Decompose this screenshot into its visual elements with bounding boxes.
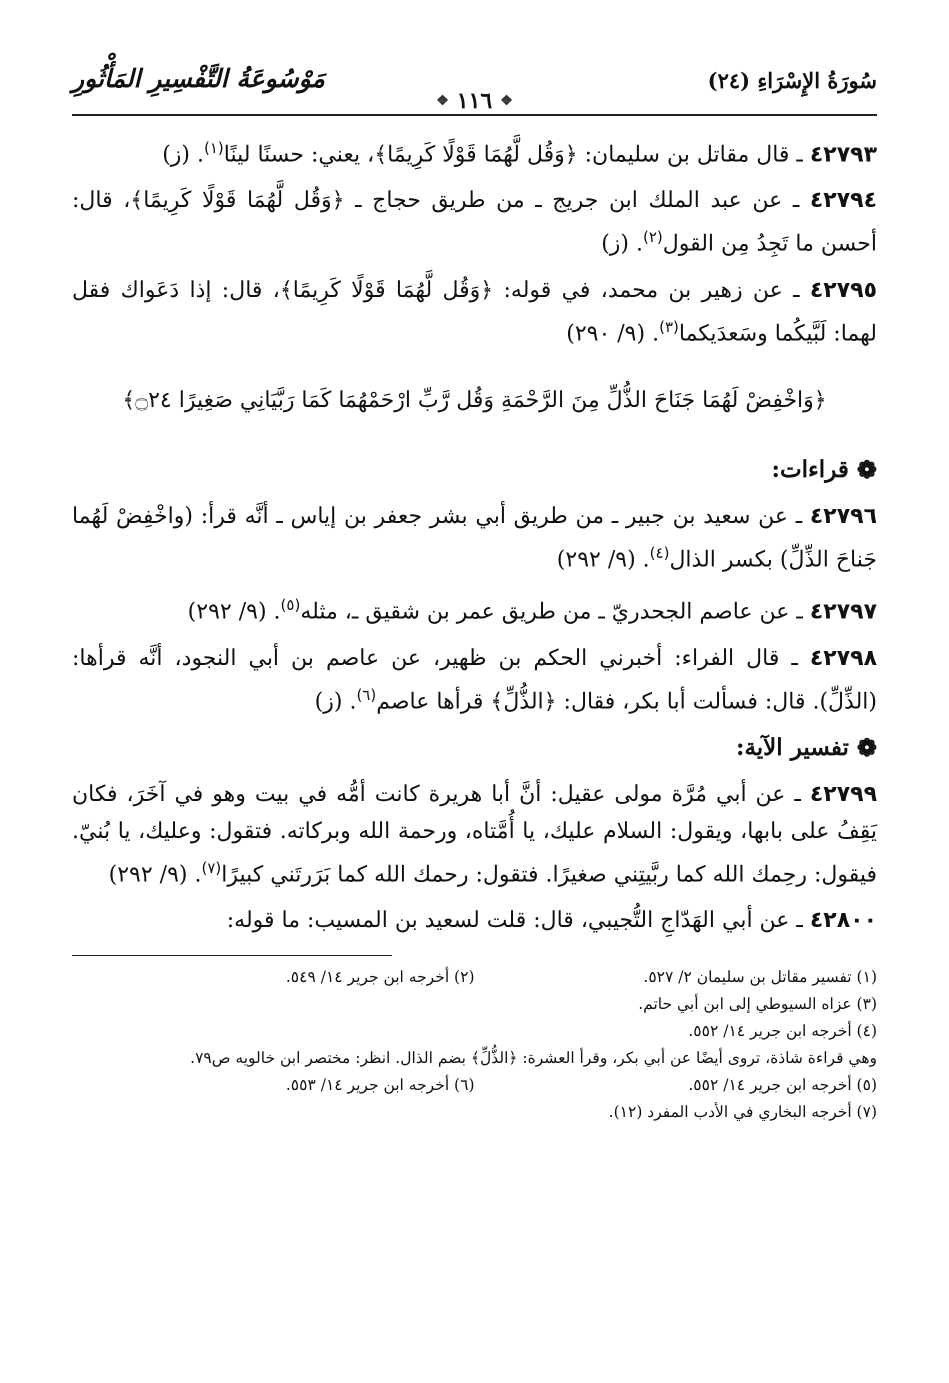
page bbox=[72, 58, 877, 1363]
surah-title: سُورَةُ الإِسْرَاءِ (٢٤) bbox=[707, 68, 877, 93]
footnote-row bbox=[72, 1099, 877, 1126]
entry-number: ٤٢٧٩٤ bbox=[809, 188, 877, 214]
footnote: (١) تفسير مقاتل بن سليمان ٢/ ٥٢٧. bbox=[643, 968, 877, 987]
entry-text: ـ عن عبد الملك ابن جريج ـ من طريق حجاج ـ ﴿وَقُل لَّهُمَا قَوْلًا كَرِيمًا﴾، قال: أحسن ما تَجِدُ مِن القول bbox=[72, 188, 877, 257]
main-text bbox=[72, 130, 877, 939]
footnote: وهي قراءة شاذة، تروى أيضًا عن أبي بكر، وقرأ العشرة: ﴿الذُّلِّ﴾ بضم الذال. انظر: مختصر ابن خالويه ص٧٩. bbox=[190, 1049, 877, 1068]
entry-source: . (ز) bbox=[601, 231, 643, 257]
section-title: قراءات: bbox=[771, 455, 849, 483]
entry-number: ٤٢٧٩٥ bbox=[809, 277, 877, 303]
entry-number: ٤٢٧٩٣ bbox=[809, 142, 877, 168]
entry-number: ٤٢٧٩٧ bbox=[809, 599, 877, 625]
entry-source: . (٩/ ٢٩٢) bbox=[556, 547, 650, 573]
footnote: (٧) أخرجه البخاري في الأدب المفرد (١٢). bbox=[608, 1103, 877, 1122]
footnote: (٥) أخرجه ابن جرير ١٤/ ٥٥٢. bbox=[688, 1076, 877, 1095]
flower-ornament-icon: ❁ bbox=[856, 454, 877, 484]
entry-text: ـ عن أبي الهَدّاجِ التُّجيبي، قال: قلت لسعيد بن المسيب: ما قوله: bbox=[226, 908, 810, 934]
section-title: تفسير الآية: bbox=[735, 733, 849, 761]
ornament-icon: ❖ bbox=[436, 93, 449, 109]
entry-text: ـ عن زهير بن محمد، في قوله: ﴿وَقُل لَّهُمَا قَوْلًا كَرِيمًا﴾، قال: إذا دَعَواك فقل لهما: لَبَّيكُما وسَعدَيكما bbox=[72, 277, 877, 346]
entry bbox=[72, 498, 877, 578]
footnote-divider bbox=[72, 955, 392, 956]
entry bbox=[72, 640, 877, 720]
entry-number: ٤٢٨٠٠ bbox=[809, 908, 877, 934]
footnote-ref: (٧) bbox=[201, 858, 222, 877]
entry-number: ٤٢٧٩٦ bbox=[809, 503, 877, 529]
footnote-row bbox=[72, 991, 877, 1018]
entry-text: ـ عن عاصم الجحدريّ ـ من طريق عمر بن شقيق ـ، مثله bbox=[300, 599, 810, 625]
entry-source: . (٩/ ٢٩٢) bbox=[108, 862, 202, 888]
entry bbox=[72, 130, 877, 173]
footnote-row bbox=[72, 1072, 877, 1099]
entry-number: ٤٢٧٩٩ bbox=[809, 781, 877, 807]
entry bbox=[72, 902, 877, 939]
footnote-ref: (٣) bbox=[659, 317, 679, 336]
flower-ornament-icon: ❁ bbox=[856, 732, 877, 762]
footnote: (٦) أخرجه ابن جرير ١٤/ ٥٥٣. bbox=[285, 1076, 475, 1095]
page-header bbox=[72, 58, 877, 116]
footnote-ref: (١) bbox=[203, 139, 224, 157]
page-number-block bbox=[436, 88, 513, 114]
book-title: مَوْسُوعَةُ التَّفْسِيرِ المَأْثُورِ bbox=[72, 64, 325, 93]
footnote-row bbox=[72, 1018, 877, 1045]
section-heading-readings bbox=[72, 451, 877, 488]
footnote: (٤) أخرجه ابن جرير ١٤/ ٥٥٢. bbox=[688, 1022, 877, 1041]
section-heading-tafsir bbox=[72, 729, 877, 766]
footnote-row bbox=[72, 964, 877, 991]
footnote-ref: (٤) bbox=[649, 543, 670, 562]
entry-text: ـ عن سعيد بن جبير ـ من طريق أبي بشر جعفر بن إياس ـ أنَّه قرأ: (واخْفِضْ لَهُما جَناحَ الذِّلِّ) بكسر الذال bbox=[72, 503, 877, 573]
entry bbox=[72, 587, 877, 630]
footnote-row bbox=[72, 1045, 877, 1072]
entry-source: . (ز) bbox=[162, 142, 204, 168]
footnote-ref: (٢) bbox=[642, 228, 663, 247]
entry-text: ـ قال مقاتل بن سليمان: ﴿وَقُل لَّهُمَا قَوْلًا كَرِيمًا﴾، يعني: حسنًا لينًا bbox=[223, 142, 810, 168]
entry-text: ـ عن أبي مُرَّة مولى عقيل: أنَّ أبا هريرة كانت أمُّه في بيت وهو في آخَرَ، فكان يَقِفُ على بابها، ويقول: السلام عليك، يا أُمَّتاه، ورحمة الله وبركاته. فتقول: وعليك، يا بُنيّ. فيقول: رحِمك الله كما ربَّيتِني صغيرًا. فتقول: رحمك الله كما بَرَرتَني كبيرًا bbox=[72, 781, 877, 888]
entry-source: . (٩/ ٢٩٠) bbox=[566, 320, 660, 346]
entry bbox=[72, 182, 877, 262]
footnote-ref: (٥) bbox=[280, 596, 301, 615]
footnote: (٢) أخرجه ابن جرير ١٤/ ٥٤٩. bbox=[285, 968, 475, 987]
entry bbox=[72, 272, 877, 352]
footnote: (٣) عزاه السيوطي إلى ابن أبي حاتم. bbox=[638, 995, 877, 1014]
entry-text: ـ قال الفراء: أخبرني الحكم بن ظهير، عن عاصم بن أبي النجود، أنَّه قرأها: (الذِّلِّ). قال: فسألت أبا بكر، فقال: ﴿الذُّلِّ﴾ قرأها عاصم bbox=[72, 645, 877, 714]
entry-number: ٤٢٧٩٨ bbox=[809, 645, 877, 671]
footnote-ref: (٦) bbox=[356, 685, 377, 704]
page-number: ١١٦ bbox=[456, 88, 493, 114]
footnotes bbox=[72, 964, 877, 1126]
quran-verse: ﴿وَاخْفِضْ لَهُمَا جَنَاحَ الذُّلِّ مِنَ الرَّحْمَةِ وَقُل رَّبِّ ارْحَمْهُمَا كَمَا رَبَّيَانِي صَغِيرًا ۝٢٤﴾ bbox=[122, 387, 827, 413]
entry bbox=[72, 776, 877, 893]
entry-source: . (ز) bbox=[314, 688, 357, 714]
ornament-icon: ❖ bbox=[500, 93, 513, 109]
entry-source: . (٩/ ٢٩٢) bbox=[187, 599, 281, 625]
